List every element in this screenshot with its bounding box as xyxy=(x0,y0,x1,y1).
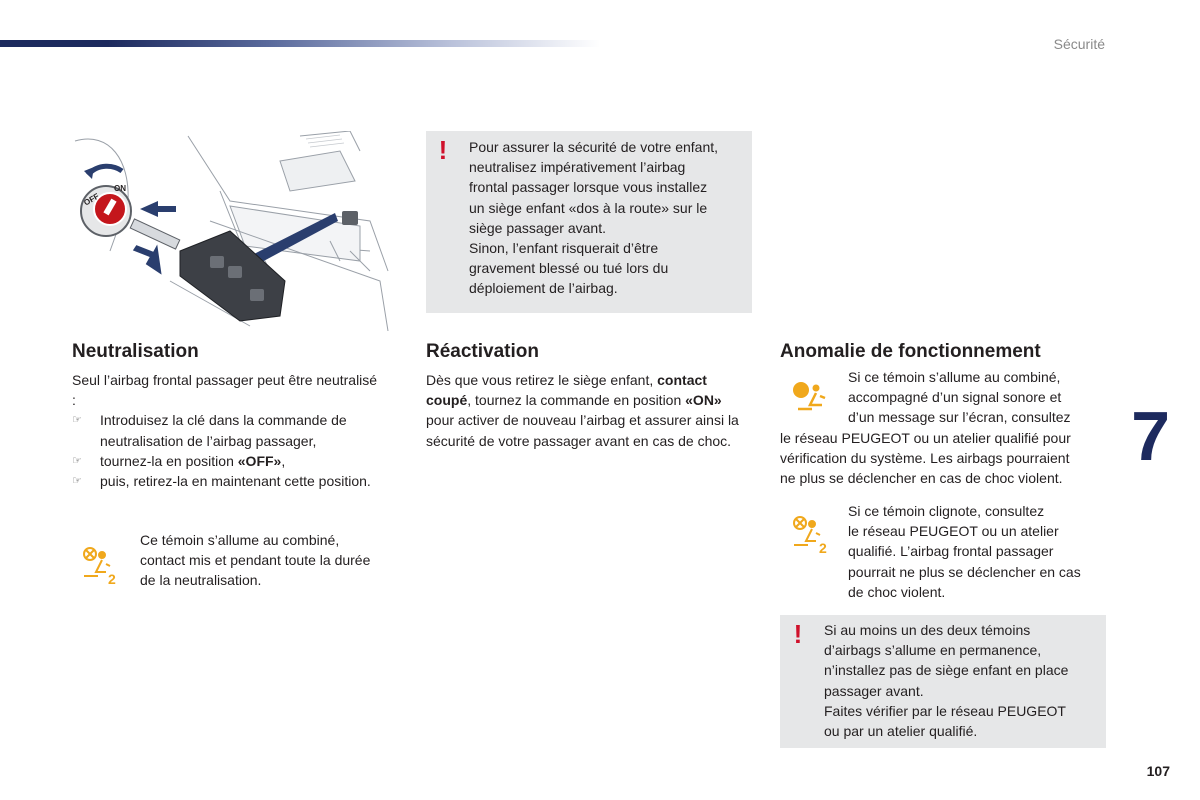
neutralisation-heading: Neutralisation xyxy=(72,341,199,362)
svg-text:2: 2 xyxy=(108,571,116,586)
header-gradient-bar xyxy=(0,40,600,47)
off-label: OFF xyxy=(82,191,101,208)
warning-line: gravement blessé ou tué lors du xyxy=(469,260,669,277)
airbag-fault-icon xyxy=(790,379,830,419)
exclamation-icon: ! xyxy=(438,135,448,165)
warning-box-airbag-fault xyxy=(780,615,1106,748)
svg-text:2: 2 xyxy=(819,540,827,555)
warning-line: Sinon, l’enfant risquerait d’être xyxy=(469,240,659,257)
exclamation-icon: ! xyxy=(793,619,803,649)
page-number: 107 xyxy=(1146,763,1170,779)
reactivation-section xyxy=(426,340,751,451)
list-item: ☞ tournez-la en position «OFF», xyxy=(72,451,382,471)
on-label: ON xyxy=(114,184,126,193)
neutralisation-intro: Seul l’airbag frontal passager peut être neutralisé : xyxy=(72,372,378,409)
airbag-key-switch-illustration xyxy=(70,131,397,331)
warning-text: Si au moins un des deux témoins d’airbags s’allume en permanence, n’installez pas de siège enfant en place passager avant. Faites vérifier par le réseau PEUGEOT ou par un atelier qualifié. xyxy=(824,622,1069,740)
airbag-off-warning-icon xyxy=(790,515,832,555)
reactivation-text: Dès que vous retirez le siège enfant, contact coupé, tournez la commande en position «ON» pour activer de nouveau l’airbag et assurer ainsi la sécurité de votre passager avant en cas de choc. xyxy=(426,372,739,449)
section-title: Sécurité xyxy=(1053,36,1105,52)
indicator-text: Si ce témoin clignote, consultez le réseau PEUGEOT ou un atelier qualifié. L’airbag frontal passager pourrait ne plus se déclencher en cas de choc violent. xyxy=(848,503,1081,600)
warning-line: siège passager avant. xyxy=(469,219,606,236)
anomalie-indicator-on-note: Si ce témoin s’allume au combiné, accompagné d’un signal sonore et d’un message sur l’écran, consultez le réseau PEUGEOT ou un atelier qualifié pour vérification du système. Les airbags pourraient ne plus se déclencher en cas de choc violent. xyxy=(780,369,1071,487)
warning-line: un siège enfant «dos à la route» sur le xyxy=(469,199,708,216)
neutralisation-section xyxy=(72,340,382,491)
chapter-number: 7 xyxy=(1131,397,1170,475)
warning-line: Pour assurer la sécurité de votre enfant, xyxy=(469,139,719,155)
anomalie-section xyxy=(780,340,1105,370)
remove-arrow-icon xyxy=(129,239,169,275)
insert-arrow-icon xyxy=(140,201,176,217)
anomalie-heading: Anomalie de fonctionnement xyxy=(780,341,1041,362)
warning-line: frontal passager lorsque vous installez xyxy=(469,179,708,196)
warning-line: déploiement de l’airbag. xyxy=(469,280,618,297)
list-item: ☞ puis, retirez-la en maintenant cette position. xyxy=(72,471,382,491)
indicator-text: Ce témoin s’allume au combiné, contact mis et pendant toute la durée de la neutralisation. xyxy=(140,532,371,589)
airbag-off-warning-icon xyxy=(80,546,120,586)
list-item: ☞ Introduisez la clé dans la commande de neutralisation de l’airbag passager, xyxy=(72,410,382,450)
airbag-switch-knob xyxy=(81,184,131,236)
warning-box-child-seat xyxy=(426,131,752,313)
warning-text xyxy=(469,137,742,299)
warning-line: neutralisez impérativement l’airbag xyxy=(469,159,686,176)
reactivation-heading: Réactivation xyxy=(426,341,539,362)
neutralisation-steps xyxy=(72,410,382,491)
